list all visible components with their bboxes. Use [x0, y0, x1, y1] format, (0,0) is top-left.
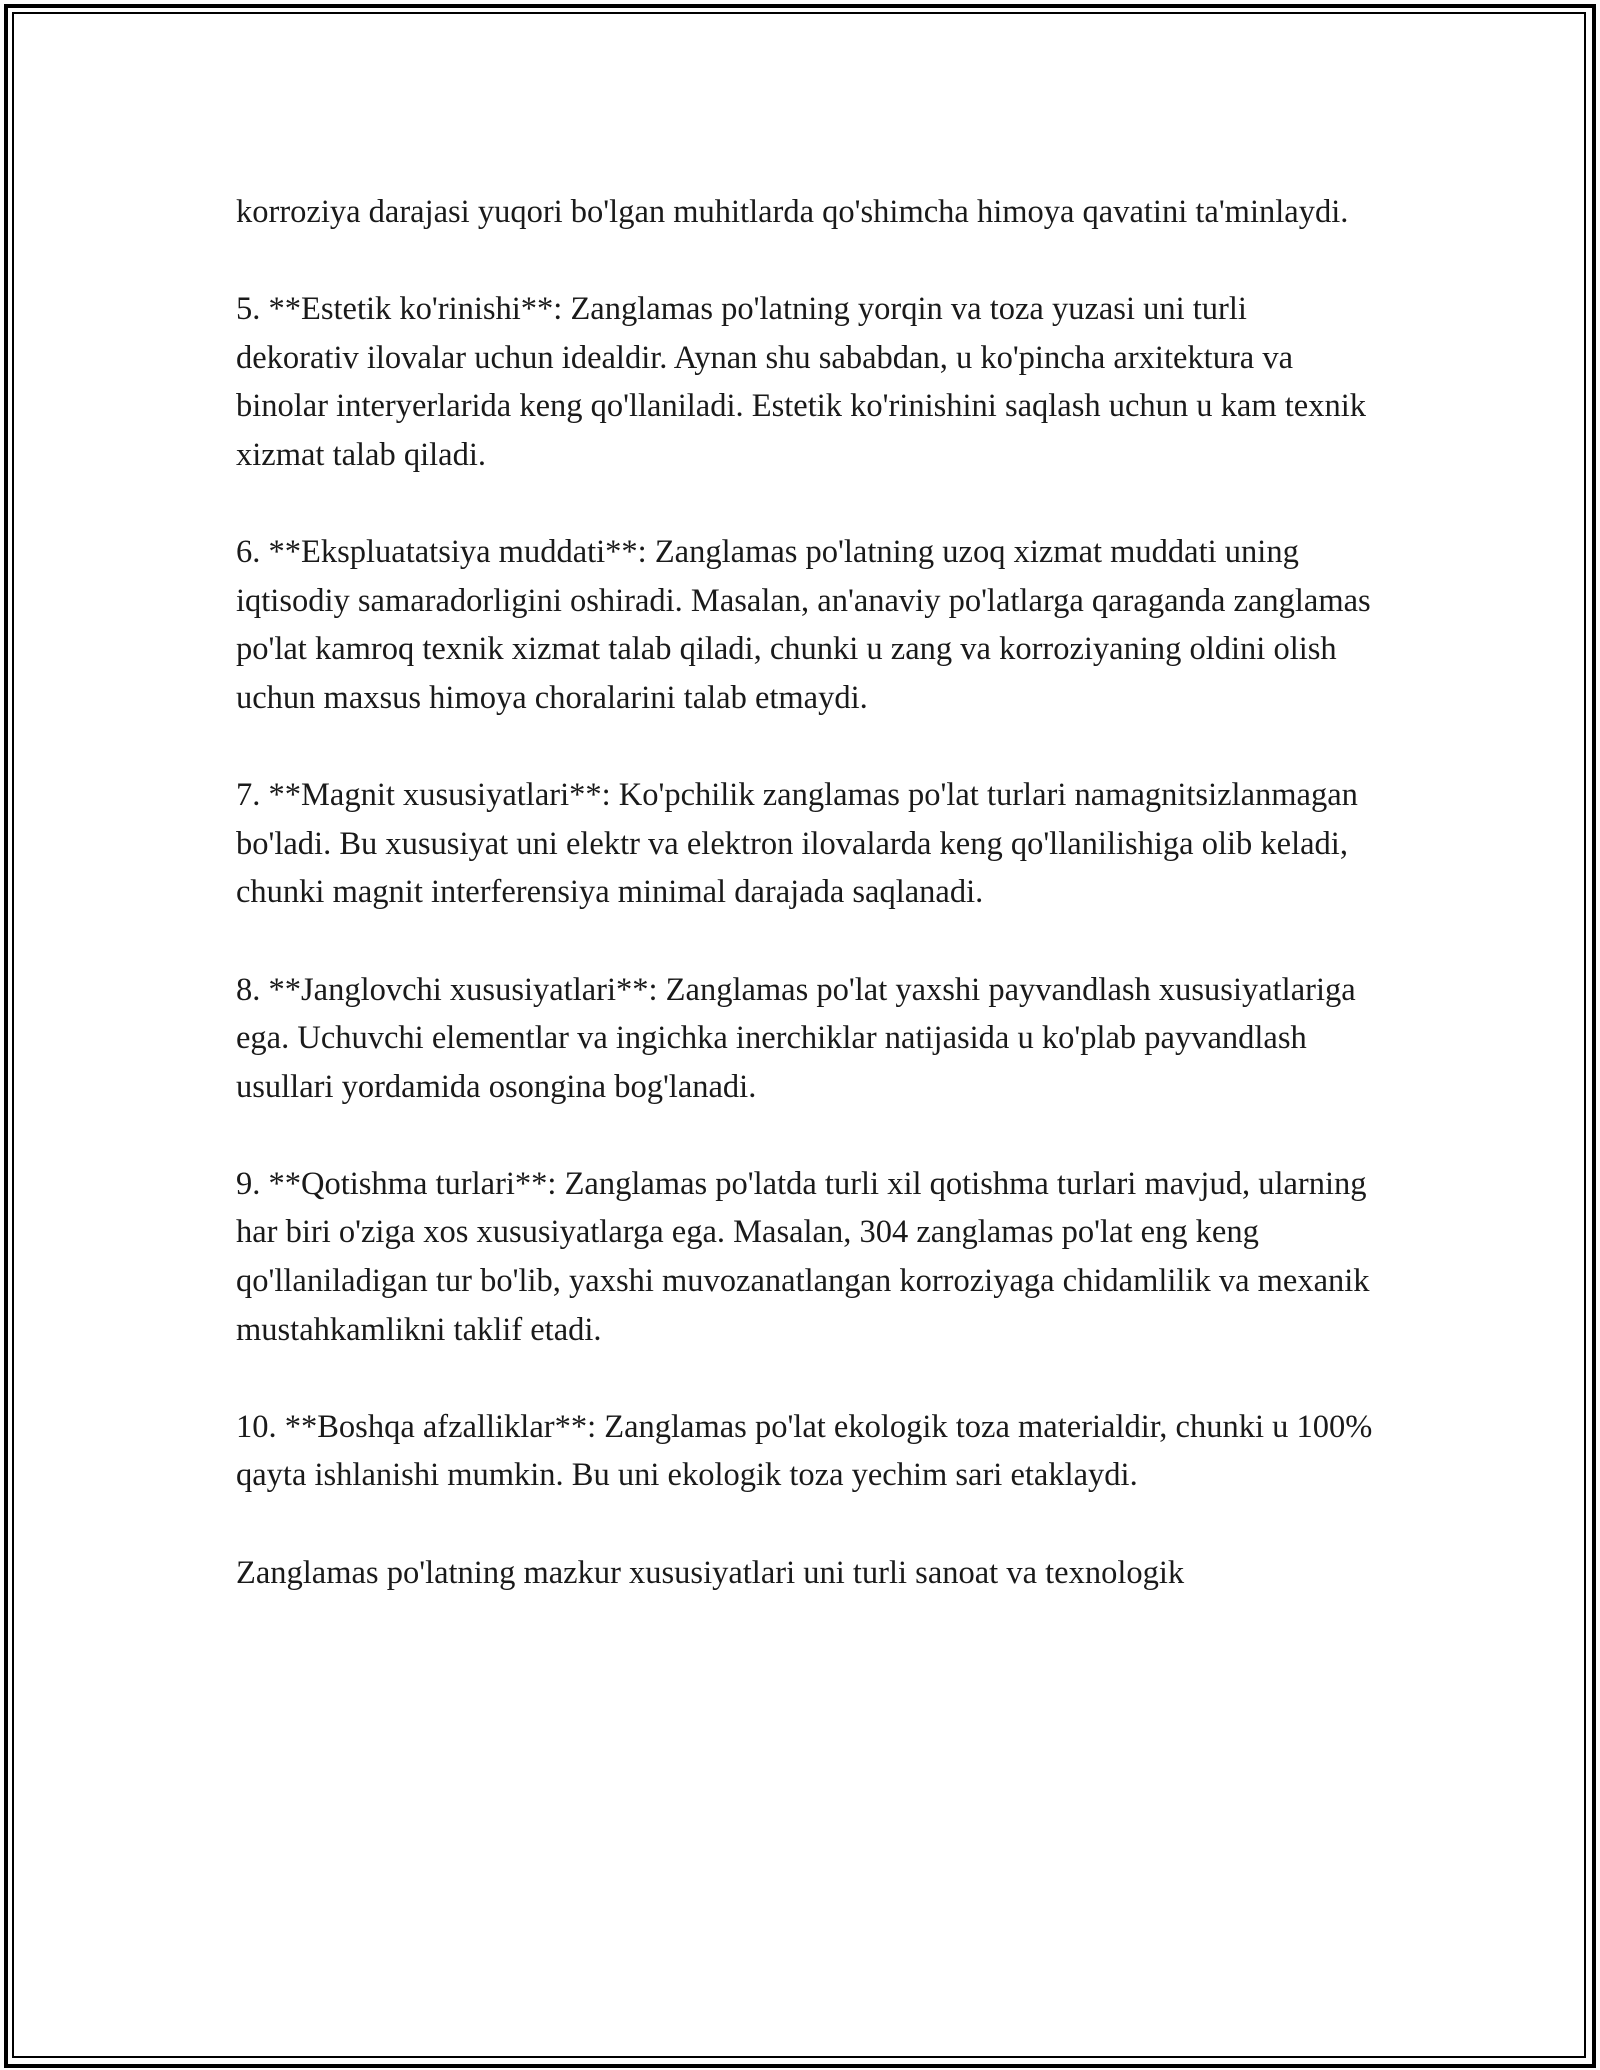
paragraph-item-5: 5. **Estetik ko'rinishi**: Zanglamas po'latning yorqin va toza yuzasi uni turli dekorativ ilovalar uchun idealdir. Aynan shu sababdan, u ko'pincha arxitektura va binolar interyerlarida keng qo'llaniladi. Estetik ko'rinishini saqlash uchun u kam texnik xizmat talab qiladi. [236, 291, 1366, 473]
paragraph-item-8: 8. **Janglovchi xususiyatlari**: Zanglamas po'lat yaxshi payvandlash xususiyatlariga ega. Uchuvchi elementlar va ingichka inerchiklar natijasida u ko'plab payvandlash usullari yordamida osongina bog'lanadi. [236, 971, 1356, 1105]
paragraph-item-7: 7. **Magnit xususiyatlari**: Ko'pchilik zanglamas po'lat turlari namagnitsizlanmagan bo'ladi. Bu xususiyat uni elektr va elektron ilovalarda keng qo'llanilishiga olib keladi, chunki magnit interferensiya minimal darajada saqlanadi. [236, 777, 1358, 911]
paragraph-item-10: 10. **Boshqa afzalliklar**: Zanglamas po'lat ekologik toza materialdir, chunki u 100% qayta ishlanishi mumkin. Bu uni ekologik toza yechim sari etaklaydi. [236, 1408, 1373, 1494]
paragraph-item-6: 6. **Ekspluatatsiya muddati**: Zanglamas po'latning uzoq xizmat muddati uning iqtisodiy samaradorligini oshiradi. Masalan, an'anaviy po'latlarga qaraganda zanglamas po'lat kamroq texnik xizmat talab qiladi, chunki u zang va korroziyaning oldini olish uchun maxsus himoya choralarini talab etmaydi. [236, 534, 1371, 716]
paragraph-conclusion: Zanglamas po'latning mazkur xususiyatlari uni turli sanoat va texnologik [236, 1554, 1185, 1591]
paragraph-continuation: korroziya darajasi yuqori bo'lgan muhitlarda qo'shimcha himoya qavatini ta'minlaydi. [236, 194, 1349, 230]
paragraph-item-9: 9. **Qotishma turlari**: Zanglamas po'latda turli xil qotishma turlari mavjud, ularning har biri o'ziga xos xususiyatlarga ega. Masalan, 304 zanglamas po'lat eng keng qo'llaniladigan tur bo'lib, yaxshi muvozanatlangan korroziyaga chidamlilik va mexanik mustahkamlikni taklif etadi. [236, 1165, 1370, 1348]
document-body [236, 188, 1376, 1597]
